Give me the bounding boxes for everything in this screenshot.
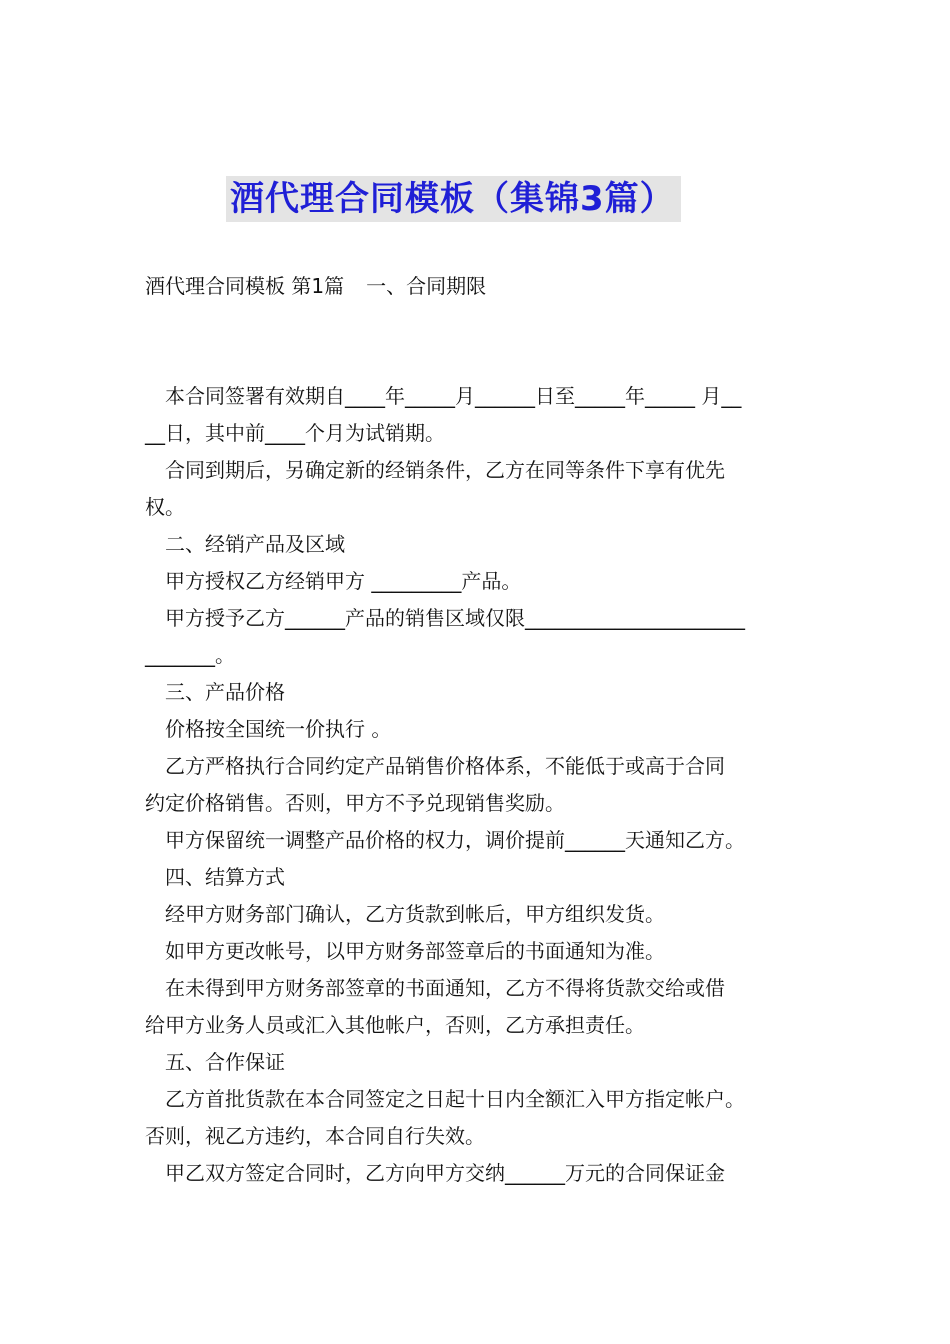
paragraph-line: 甲方保留统一调整产品价格的权力，调价提前______天通知乙方。 — [165, 828, 745, 852]
paragraph-line: 乙方首批货款在本合同签定之日起十日内全额汇入甲方指定帐户。 — [165, 1087, 745, 1111]
section-heading: 三、产品价格 — [165, 680, 285, 704]
paragraph-line: _______。 — [145, 643, 235, 667]
paragraph-line: 给甲方业务人员或汇入其他帐户，否则，乙方承担责任。 — [145, 1013, 645, 1037]
paragraph-line: 权。 — [145, 495, 185, 519]
section-heading: 五、合作保证 — [165, 1050, 285, 1074]
paragraph-line: 否则，视乙方违约，本合同自行失效。 — [145, 1124, 485, 1148]
article-label: 酒代理合同模板 第1篇 — [145, 274, 345, 298]
document-title: 酒代理合同模板（集锦3篇） — [226, 176, 681, 222]
paragraph-line: __日，其中前____个月为试销期。 — [145, 421, 445, 445]
paragraph-line: 合同到期后，另确定新的经销条件，乙方在同等条件下享有优先 — [165, 458, 725, 482]
paragraph-line: 甲方授予乙方______产品的销售区域仅限______________________ — [165, 606, 745, 630]
paragraph-line: 甲乙双方签定合同时，乙方向甲方交纳______万元的合同保证金 — [165, 1161, 725, 1185]
paragraph-line: 在未得到甲方财务部签章的书面通知，乙方不得将货款交给或借 — [165, 976, 725, 1000]
section-heading: 二、经销产品及区域 — [165, 532, 345, 556]
paragraph-line: 价格按全国统一价执行 。 — [165, 717, 392, 741]
paragraph-line: 乙方严格执行合同约定产品销售价格体系，不能低于或高于合同 — [165, 754, 725, 778]
section-heading: 四、结算方式 — [165, 865, 285, 889]
section-heading-line — [145, 272, 486, 300]
paragraph-line: 如甲方更改帐号，以甲方财务部签章后的书面通知为准。 — [165, 939, 665, 963]
paragraph-line: 约定价格销售。否则，甲方不予兑现销售奖励。 — [145, 791, 565, 815]
paragraph-line: 本合同签署有效期自____年_____月______日至_____年_____ 月__ — [165, 384, 742, 408]
paragraph-line: 甲方授权乙方经销甲方 _________产品。 — [165, 569, 522, 593]
section-title: 一、合同期限 — [366, 274, 487, 298]
paragraph-line: 经甲方财务部门确认，乙方货款到帐后，甲方组织发货。 — [165, 902, 665, 926]
